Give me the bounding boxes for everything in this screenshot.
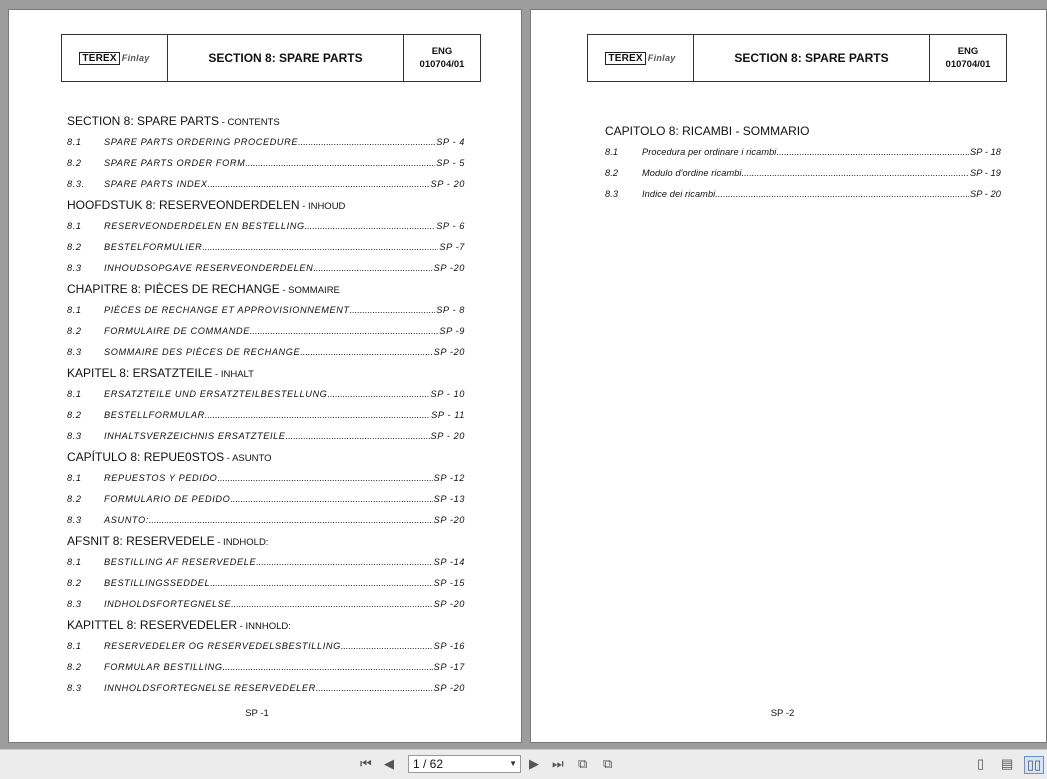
toc-entry-page: SP -20 [433,263,465,273]
toc-leader-dots [327,384,429,405]
toc-leader-dots [341,636,433,657]
toc-entry-title: BESTILLINGSSEDDEL [104,578,211,588]
toc-entry[interactable] [67,426,465,447]
toc-section-heading [67,615,465,636]
toc-entry-title: Indice dei ricambi [642,189,716,199]
toc-entry-page: SP -20 [433,683,465,693]
toc-leader-dots [298,132,435,153]
toc-entry-number: 8.3 [67,599,82,609]
toc-entry-number: 8.2 [67,410,82,420]
doc-code-block [404,35,480,81]
toc-entry-page: SP - 11 [431,410,465,420]
toc-leader-dots [223,657,433,678]
brand-sub-text: Finlay [647,53,676,63]
toc-leader-dots [250,321,438,342]
first-page-icon[interactable]: ⏮ [360,756,372,771]
toc-section-heading [67,279,465,300]
toc-entry[interactable] [67,468,465,489]
document-page-1 [8,9,522,743]
toc-entry-title: SPARE PARTS ORDERING PROCEDURE [104,137,299,147]
toc-entry[interactable] [67,174,465,195]
toc-entry[interactable] [67,132,465,153]
toc-entry-number: 8.2 [67,158,82,168]
toc-entry[interactable] [67,321,465,342]
document-number: 010704/01 [945,59,991,70]
section-heading-suffix: - INHOUD [299,201,346,212]
toc-entry-page: SP -15 [433,578,465,588]
section-heading-text: HOOFDSTUK 8: RESERVEONDERDELEN [67,198,300,212]
page-number-select[interactable] [408,755,521,773]
toc-entry[interactable] [67,678,465,699]
toc-section-heading [67,363,465,384]
toc-entry[interactable] [67,510,465,531]
section-heading-text: CHAPITRE 8: PIÈCES DE RECHANGE [67,282,280,296]
toc-entry[interactable] [67,237,465,258]
brand-text: TEREX [605,52,645,65]
toc-entry-title: PIÈCES DE RECHANGE ET APPROVISIONNEMENT [104,305,350,315]
toc-entry[interactable] [67,489,465,510]
single-page-icon[interactable]: ▯ [977,756,985,771]
toc-entry[interactable] [67,657,465,678]
toc-entry[interactable] [67,636,465,657]
toc-entry-page: SP - 20 [430,431,465,441]
toc-entry-title: BESTELLFORMULAR [104,410,205,420]
toc-entry-title: BESTELFORMULIER [104,242,203,252]
toc-leader-dots [313,258,432,279]
toc-entry-page: SP -9 [439,326,465,336]
brand-sub-text: Finlay [121,53,150,63]
toc-leader-dots [305,216,436,237]
toc-entry-title: INDHOLDSFORTEGNELSE [104,599,232,609]
toc-entry-number: 8.2 [67,578,82,588]
toc-leader-dots [300,342,432,363]
toc-entry-page: SP - 5 [436,158,465,168]
table-of-contents [67,111,465,699]
toc-entry-page: SP - 10 [430,389,465,399]
toc-entry-page: SP - 18 [970,147,1001,157]
toc-entry-number: 8.1 [605,147,619,157]
toc-entry[interactable] [605,184,1001,205]
toc-section-heading [67,195,465,216]
document-number: 010704/01 [419,59,465,70]
toc-entry-title: RESERVEONDERDELEN EN BESTELLING [104,221,305,231]
toc-entry-number: 8.3. [67,179,85,189]
toc-entry[interactable] [67,342,465,363]
toc-leader-dots [256,552,432,573]
page-number: SP -1 [245,708,269,719]
section-title: SECTION 8: SPARE PARTS [168,35,404,81]
section-heading-text: KAPITTEL 8: RESERVEDELER [67,618,238,632]
terex-finlay-logo [62,35,168,81]
toc-entry-page: SP - 4 [436,137,465,147]
toc-entry-title: ASUNTO: [104,515,149,525]
page-header [61,34,481,82]
toc-entry[interactable] [67,552,465,573]
toc-entry[interactable] [67,573,465,594]
document-page-2 [530,9,1047,743]
continuous-page-icon[interactable]: ▤ [1001,756,1014,771]
toc-entry-title: INNHOLDSFORTEGNELSE RESERVEDELER [104,683,316,693]
toc-entry-number: 8.3 [67,347,82,357]
toc-entry-title: INHOUDSOPGAVE RESERVEONDERDELEN [104,263,314,273]
toc-section-heading: CAPITOLO 8: RICAMBI - SOMMARIO [605,124,810,138]
toc-entry-number: 8.3 [605,189,619,199]
toc-entry-page: SP -16 [433,641,465,651]
toc-entry-title: Modulo d'ordine ricambi [642,168,742,178]
toc-entry-title: FORMULARIO DE PEDIDO [104,494,231,504]
toc-entry[interactable] [67,405,465,426]
section-heading-suffix: - CONTENTS [219,117,280,128]
toc-entry-number: 8.2 [67,494,82,504]
toc-entry[interactable] [67,300,465,321]
toc-entry-title: FORMULAIRE DE COMMANDE [104,326,250,336]
toc-entry-title: SPARE PARTS ORDER FORM [104,158,246,168]
toc-entry-number: 8.1 [67,221,82,231]
toc-entry[interactable] [605,163,1001,184]
toc-entry-number: 8.3 [67,263,82,273]
toc-leader-dots [149,510,433,531]
toc-entry[interactable] [67,153,465,174]
toc-entry-number: 8.1 [67,389,82,399]
toc-leader-dots [742,163,969,184]
toc-entry-page: SP -12 [433,473,465,483]
toc-leader-dots [230,489,432,510]
section-heading-suffix: - INHALT [212,369,254,380]
toc-entry-title: ERSATZTEILE UND ERSATZTEILBESTELLUNG [104,389,328,399]
toc-entry-number: 8.2 [67,662,82,672]
page-indicator: 1 / 62 [413,757,444,771]
toc-entry-title: SPARE PARTS INDEX [104,179,208,189]
doc-code-block [930,35,1006,81]
two-page-icon[interactable]: ▯▯ [1024,756,1044,774]
section-heading-text: CAPÍTULO 8: REPUE0STOS [67,450,225,464]
toc-entry-page: SP -20 [433,347,465,357]
section-heading-text: AFSNIT 8: RESERVEDELE [67,534,215,548]
toc-entry-number: 8.1 [67,473,82,483]
toc-entry[interactable] [67,594,465,615]
toc-entry-page: SP - 20 [970,189,1001,199]
toc-entry[interactable] [67,216,465,237]
rotate-icon[interactable]: ⧉ [578,756,588,771]
toc-section-heading [67,447,465,468]
toc-leader-dots [715,184,969,205]
toc-leader-dots [245,153,435,174]
section-title: SECTION 8: SPARE PARTS [694,35,930,81]
toc-entry-title: FORMULAR BESTILLING [104,662,223,672]
toc-leader-dots [208,174,430,195]
toc-entry-number: 8.3 [67,683,82,693]
toc-leader-dots [350,300,436,321]
toc-entry-page: SP -14 [433,557,465,567]
toc-entry-title: REPUESTOS Y PEDIDO [104,473,218,483]
toc-leader-dots [776,142,969,163]
viewer-toolbar [0,749,1047,779]
toc-entry-number: 8.1 [67,305,82,315]
toc-leader-dots [286,426,430,447]
toc-entry-page: SP -13 [433,494,465,504]
section-heading-suffix: - ASUNTO [224,453,272,464]
toc-entry-title: RESERVEDELER OG RESERVEDELSBESTILLING [104,641,341,651]
toc-entry-number: 8.2 [67,326,82,336]
toc-entry-page: SP - 8 [436,305,465,315]
toc-leader-dots [205,405,430,426]
toc-entry-page: SP - 6 [436,221,465,231]
toc-entry-number: 8.2 [67,242,82,252]
brand-text: TEREX [79,52,119,65]
page-header [587,34,1007,82]
next-page-icon[interactable]: ▶ [529,756,539,771]
toc-entry-title: BESTILLING AF RESERVEDELE [104,557,257,567]
section-heading-text: SECTION 8: SPARE PARTS [67,114,220,128]
prev-page-icon[interactable]: ◀ [384,756,394,771]
section-heading-suffix: - SOMMAIRE [279,285,340,296]
toc-leader-dots [202,237,438,258]
toc-entry-number: 8.2 [605,168,619,178]
toc-leader-dots [316,678,433,699]
page-number: SP -2 [770,708,795,719]
table-of-contents [605,121,1001,205]
toc-entry-page: SP - 20 [430,179,465,189]
toc-leader-dots [231,594,433,615]
language-code: ENG [431,46,453,57]
section-heading-suffix: - INDHOLD: [214,537,269,548]
toc-entry-number: 8.1 [67,137,82,147]
language-code: ENG [957,46,979,57]
toc-section-heading [67,531,465,552]
compare-icon[interactable]: ⧉ [603,756,613,771]
section-heading-suffix: - INNHOLD: [237,621,291,632]
toc-entry-number: 8.3 [67,515,82,525]
toc-entry-number: 8.3 [67,431,82,441]
toc-entry-page: SP -17 [433,662,465,672]
toc-entry[interactable] [605,142,1001,163]
toc-leader-dots [210,573,432,594]
section-heading-text: KAPITEL 8: ERSATZTEILE [67,366,213,380]
toc-entry-number: 8.1 [67,557,82,567]
toc-entry-title: INHALTSVERZEICHNIS ERSATZTEILE [104,431,286,441]
last-page-icon[interactable]: ⏭ [552,756,564,771]
toc-entry[interactable] [67,384,465,405]
chevron-down-icon: ▼ [509,759,517,768]
toc-entry-page: SP -20 [433,599,465,609]
toc-entry-number: 8.1 [67,641,82,651]
toc-entry-page: SP -7 [439,242,465,252]
terex-finlay-logo [588,35,694,81]
toc-entry[interactable] [67,258,465,279]
toc-entry-page: SP -20 [433,515,465,525]
toc-section-heading [67,111,465,132]
toc-entry-page: SP - 19 [970,168,1001,178]
toc-entry-title: Procedura per ordinare i ricambi [642,147,777,157]
toc-entry-title: SOMMAIRE DES PIÈCES DE RECHANGE [104,347,301,357]
toc-leader-dots [217,468,432,489]
